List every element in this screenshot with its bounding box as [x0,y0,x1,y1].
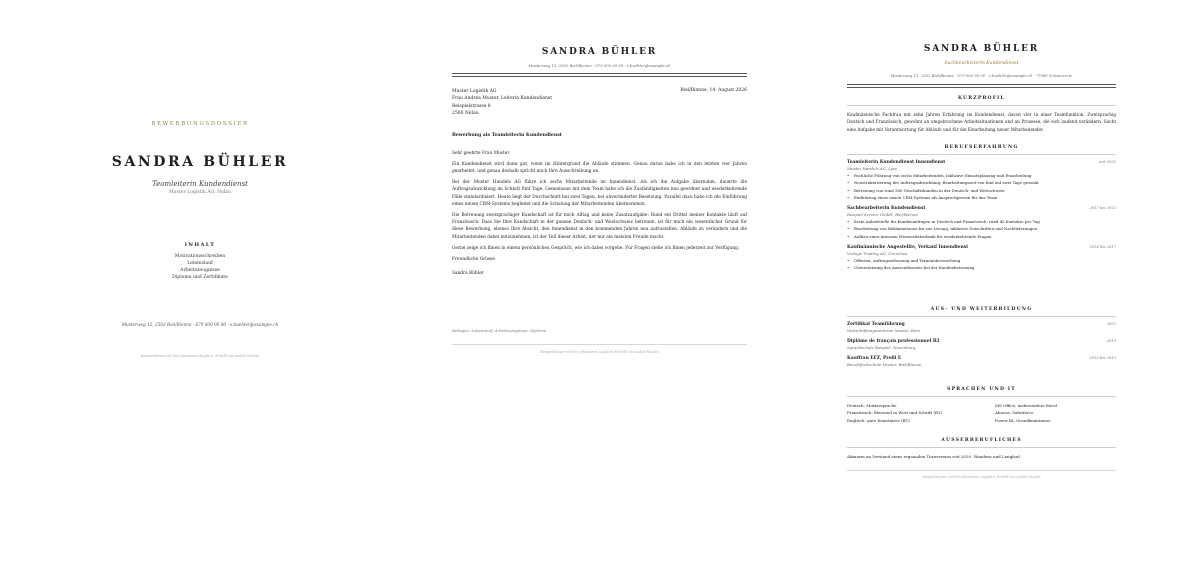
place-date: Biel/Bienne, 14. August 2026 [680,88,747,93]
salutation: Sehr geehrte Frau Muster [452,151,510,156]
cv-page [847,0,1116,567]
job-title: Teamleiterin Kundendienst Innendienst [847,160,946,165]
job-company: Muster Handels AG, Lyss [847,166,897,171]
attachments: Beilagen: Lebenslauf, Arbeitszeugnisse, Diplome [452,328,547,333]
closing: Freundliche Grüsse [452,256,495,262]
cover-role: Teamleiterin Kundendienst [152,180,248,188]
education-title: Zertifikat Teamführung [847,322,905,327]
education-entry [847,322,1116,334]
letter-body [452,150,747,281]
job-bullet: • Erste Anlaufstelle für Kundenanfragen in Deutsch und Französisch, rund 40 Kontakte pro Tag [847,218,1116,225]
footer-divider [847,470,1116,471]
job-bullet: • Offerten, Auftragserfassung und Terminüberwachung [847,257,1116,264]
header-divider [452,73,747,77]
cover-company: Muster Logistik AG, Nidau [168,190,232,195]
letter-header-contact: Musterweg 12, 2502 Biel/Bienne · 079 000 00 00 · s.buehler@example.ch [528,63,671,68]
education-date: 2010 bis 2013 [1089,356,1116,360]
section-profile [847,96,1116,133]
cover-eyebrow: BEWERBUNGSDOSSIER [151,121,249,127]
section-heading: SPRACHEN UND IT [847,387,1116,397]
languages-grid [847,402,1116,424]
letter-footnote: Beispieldossier mit frei erfundenen Angaben. Erstellt von Andrei Nusslin [540,350,659,354]
recipient-line: Frau Andrea Muster, Leiterin Kundendienst [452,96,553,102]
it-skill-item: Power BI, Grundkenntnisse [995,417,1051,423]
education-institution: Sprachschule Beispiel, Neuenburg [847,345,916,350]
cover-footnote: Beispieldossier mit frei erfundenen Angaben. Erstellt von Andrei Nusslin [140,354,260,358]
cv-header-name: SANDRA BÜHLER [923,44,1040,54]
header-divider [847,84,1116,88]
it-skill-item: Abacus, Salesforce [995,410,1034,416]
cover-name: SANDRA BÜHLER [111,154,289,170]
letter-paragraph: Die Betreuung zweisprachiger Kundschaft ist für mich Alltag und keine Zusatzaufgabe: Rund ein Drittel meiner Kontakte läuft auf Französisch. Dass Sie Ihre Kundschaft in der ganzen Deutsch- und Westschweiz betreuen, ist für mich ein wesentlicher Grund für diese Bewerbung, ebenso Ihre Absicht, den Innendienst in den kommenden Jahren neu aufzustellen. Abläufe zu verändern und die Mitarbeitenden dabei mitzunehmen, ist der Teil dieser Arbeit, der mir am meisten Freude macht. [452,212,747,240]
education-institution: Berufsfachschule Muster, Biel/Bienne [847,362,922,367]
letter-subject: Bewerbung als Teamleiterin Kundendienst [452,133,562,138]
recipient-line: 2560 Nidau [452,110,479,116]
recipient-line: Muster Logistik AG [452,89,497,94]
job-date: 2017 bis 2022 [1089,206,1116,211]
education-entry [847,356,1116,368]
toc-item: Lebenslauf [187,261,213,266]
cover-page [0,0,400,567]
education-title: Kauffrau EFZ, Profil E [847,356,902,361]
education-institution: Weiterbildungszentrum Muster, Bern [847,328,921,333]
job-entry [847,160,1116,201]
section-languages [847,387,1116,424]
job-company: Beispiel Service GmbH, Biel/Bienne [847,212,918,218]
signature: Sandra Bühler [452,270,484,276]
section-heading: KURZPROFIL [847,96,1116,106]
cv-header-role: Sachbearbeiterin Kundendienst [944,61,1019,66]
toc-item: Diplome und Zertifikate [172,275,228,280]
job-title: Kaufmännische Angestellte, Verkauf Innendienst [847,245,969,251]
letter-header-name: SANDRA BÜHLER [541,47,658,57]
profile-text: Kaufmännische Fachfrau mit zehn Jahren Erfahrung im Kundendienst, davon vier in einer Teamfunktion. Zweisprachig Deutsch und Französisch, gewohnt an umgebrochene Arbeitssituationen und an Prozesse, die sich laufend verändern. Sucht eine Aufgabe mit Verantwortung für Abläufe und für die Einarbeitung neuer Mitarbeitender. [847,112,1116,132]
job-date: 2014 bis 2017 [1089,245,1116,250]
recipient-address [452,88,552,117]
section-heading: BERUFSERFAHRUNG [847,145,1116,155]
job-bullet: • Neustrukturierung der Auftragsabwicklung: Bearbeitungszeit von fünf auf zwei Tage gesenkt [847,179,1116,186]
language-item: Französisch: fliessend in Wort und Schrift (B2) [847,410,943,416]
education-title: Diplôme de français professionnel B2 [847,339,940,344]
job-bullet: • Bearbeitung von Reklamationen bis zur Lösung, inklusive Gutschriften und Nachlieferungen [847,225,1116,232]
footer-divider [452,344,747,345]
section-experience [847,145,1116,277]
section-education [847,307,1116,373]
recipient-line: Beispielstrasse 8 [452,103,491,109]
toc-title: INHALT [184,242,216,248]
letter-paragraph: Ein Kundendienst wird dann gut, wenn im Hintergrund die Abläufe stimmen. Genau daran habe ich in den letzten vier Jahren gearbeitet, und genau deshalb spricht mich Ihre Ausschreibung an. [452,161,747,175]
job-bullet: • Betreuung von rund 380 Geschäftskunden in der Deutsch- und Westschweiz [847,187,1116,194]
section-extracurricular [847,438,1116,460]
section-heading: AUS- UND WEITERBILDUNG [847,307,1116,317]
education-entry [847,339,1116,351]
job-company: Vorlage Trading AG, Grenchen [847,251,908,257]
job-entry [847,206,1116,240]
letter-page [452,0,747,567]
language-item: Deutsch: Muttersprache [847,403,897,408]
section-heading: AUSSERBERUFLICHES [847,438,1116,448]
letter-paragraph: Gerne zeige ich Ihnen in einem persönlichen Gespräch, wie ich dabei vorgehe. Für Fragen stehe ich Ihnen jederzeit zur Verfügung. [452,245,740,251]
letter-paragraph: Bei der Muster Handels AG führe ich sechs Mitarbeitende im Innendienst. Als ich die Aufgabe übernahm, dauerte die Auftragsabwicklung im Schnitt fünf Tage. Gemeinsam mit dem Team habe ich die Zuständigkeiten neu geordnet und wiederkehrende Fälle standardisiert. Heute liegt der Durchschnitt bei zwei Tagen, bei unveränderter Besetzung. Parallel dazu habe ich die Einführung eines neuen CRM-Systems begleitet und die Schulung der Mitarbeitenden übernommen. [452,180,747,207]
education-date: 2019 [1106,339,1116,343]
language-item: Englisch: gute Kenntnisse (B1) [847,417,910,423]
toc-item: Motivationsschreiben [174,254,226,259]
job-title: Sachbearbeiterin Kundendienst [847,206,926,212]
extracurricular-text: Aktuarin im Vorstand eines regionalen Turnvereins seit 2020. Wandern und Langlauf [847,454,1020,459]
job-bullet: • Fachliche Führung von sechs Mitarbeitenden, inklusive Einsatzplanung und Einarbeitung [847,172,1116,179]
job-entry [847,245,1116,272]
education-date: 2023 [1106,322,1116,326]
cover-contact: Musterweg 12, 2502 Biel/Bienne · 079 000 00 00 · s.buehler@example.ch [121,322,279,327]
job-bullet: • Einführung eines neuen CRM-Systems als Ansprechperson für das Team [847,194,1116,201]
job-date: seit 2022 [1098,160,1116,164]
it-skill-item: MS Office, insbesondere Excel [995,403,1058,408]
job-bullet: • Aufbau einer internen Wissensdatenbank für wiederkehrende Fragen [847,233,1116,240]
cv-header-contact: Musterweg 12, 2502 Biel/Bienne · 079 000 00 00 · s.buehler@example.ch · *1985 Schweizerin [890,73,1073,78]
toc-item: Arbeitszeugnisse [180,268,220,273]
cv-footnote: Beispieldossier mit frei erfundenen Angaben. Erstellt von Andrei Nusslin [922,475,1041,479]
job-bullet: • Unterstützung des Aussendienstes bei der Kundenbetreuung [847,264,1116,271]
toc-list [0,253,400,281]
